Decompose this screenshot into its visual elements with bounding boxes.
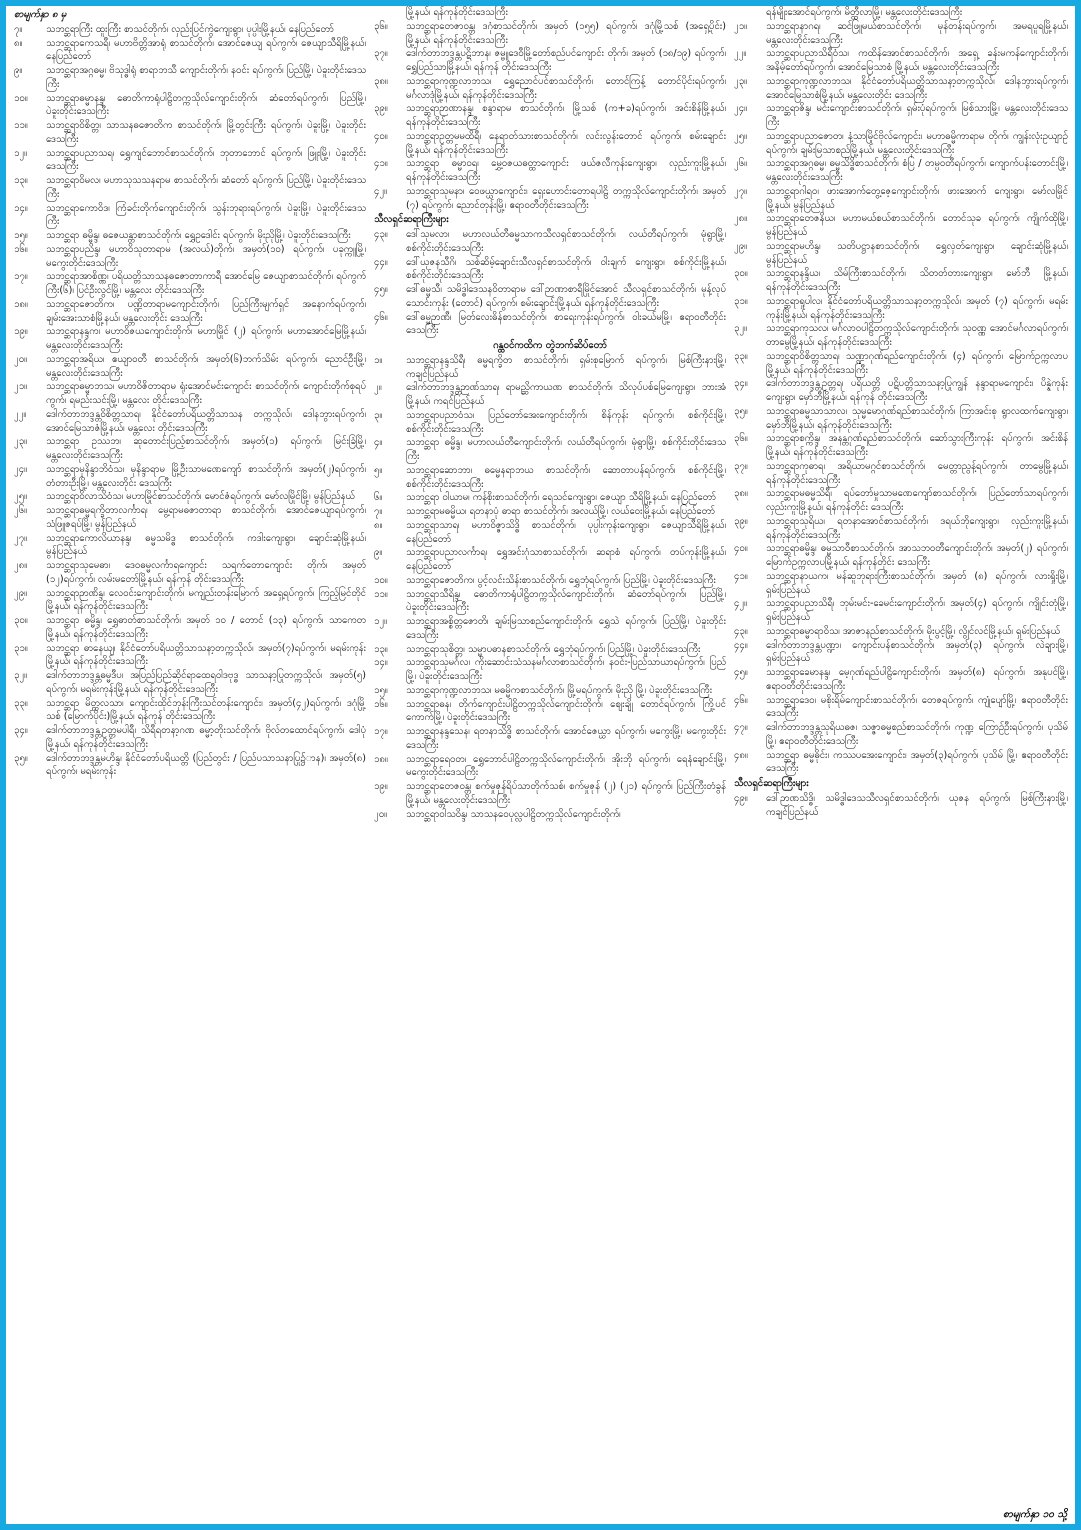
entry-text: သဘင္ဆရာအစ္စိတ္တဇောတိ၊ ချမ်းမြသာစည်ကျောင်းတိုက်၊ ရွှေသဲ ရပ်ကွက်၊ ပြည်မြို့၊ ပဲခူးတိုင်းဒေသကြီး <box>406 616 726 641</box>
entry-text: သဘင္ဆရာသုရိယ၊ ရတနာအောင်စာသင်တိုက်၊ ဒရယ်ဘိုကျေးရွာ၊ လှည်းကူးမြို့နယ်၊ ရန်ကုန်တိုင်းဒေသကြီး <box>766 515 1068 541</box>
entry-number: ၃၅။ <box>734 405 748 417</box>
entry-text: သဘင္ဆရာအဂ္ဂဓမ္မ၊ ဓမ္မသိဒ္ဓိစာသင်တိုက်၊ စံပြ / တမ္ပဝတီရပ်ကွက်၊ ကျောက်ပန်းတောင်းမြို့၊ မန္တလေးတိုင်းဒေသကြီး <box>766 158 1068 183</box>
list-item <box>374 491 726 505</box>
list-item <box>14 463 366 491</box>
list-item <box>734 460 1068 488</box>
entry-text: သဘင္ဆရာသုမင်္ဂလ၊ ကိုးဆောင်းသံသနမင်္ဂလာစာသင်တိုက်၊ နဝင်း-ပြည်သာယာရပ်ကွက်၊ ပြည်မြို့၊ ပဲခူးတိုင်းဒေသကြီး <box>406 657 726 682</box>
entry-text: သဘင္ဆရာအာစိဏ္ဏ၊ ပရိယတ္တိသာသနဓဇောတာကာရီ အောင်မြေ ဇေယျာစာသင်တိုက်၊ ရပ်ကွက်ကြီး(၆)၊ ပြင်ဦးလွင်မြို့၊ မန္တလေး တိုင်းဒေသကြီး <box>46 271 366 296</box>
entry-text: ဒေါက်တာဘဒ္ဒန္တဥတ္တမပါရီ၊ သိရီရတနာ့ဂဏ ဓမ္မာ့တိုးသင်တိုက်၊ ဗိုလ်တထောင်ရပ်ကွက်၊ ဒေါပုံမြို့နယ်၊ ရန်ကုန်တိုင်းဒေသကြီး <box>46 725 366 750</box>
entry-number: ၂၉။ <box>734 240 748 252</box>
entry-text: သဘင္ဆရာဉာဏာနန္ဒ၊ စန္ဒာရာမ စာသင်တိုက်၊ မြို့သစ် (က+ခ)ရပ်ကွက်၊ အင်းစိန်မြို့နယ်၊ ရန်ကုန်တိုင်းဒေသကြီး <box>406 103 726 128</box>
list-item <box>374 725 726 753</box>
page-continued-to: စာမျက်နှာ ၁၀ သို့ <box>1003 1509 1067 1520</box>
entry-number: ၃။ <box>374 409 383 421</box>
entry-text: သဘင္ဆရာကြီး ထူးကြီး စာသင်တိုက်၊ လှည်းပြင်ကွဲကျေးရွာ၊ ပုပ္ပါးမြို့နယ်၊ နေပြည်တော် <box>46 23 334 35</box>
list-item <box>374 574 726 588</box>
list-item <box>14 270 366 298</box>
entry-number: ၃၁။ <box>14 642 28 654</box>
list-item <box>14 504 366 532</box>
section-heading: သီလရှင်ဆရာကြီးများ <box>734 778 809 789</box>
entry-text: ဒေါက်တာဘဒ္ဒန္တဥတ္တရ၊ ပရိယတ္တိ ပဋိပတ္တိသာသနာ့ပြုကျွန် နန္ဒာရာမကျောင်း၊ ပိန္နဲကုန်းကျေးရွာ၊ မှော်ဘီမြို့နယ်၊ ရန်ကုန် တိုင်းဒေသကြီး <box>766 378 1068 403</box>
entry-text: သဘင္ဆရာမဓမ္မိယ၊ ရတနာပုံ ဓာရာ စာသင်တိုက်၊ အလယ်မြို့၊ လယ်ဝေးမြို့နယ်၊ နေပြည်တော် <box>406 506 715 517</box>
list-item <box>374 753 726 781</box>
list-item <box>734 377 1068 405</box>
list-item <box>14 37 366 65</box>
list-item <box>734 625 1068 639</box>
entry-number: ၂၃။ <box>14 436 28 448</box>
entry-number: ၁၁။ <box>14 120 28 131</box>
entry-text: သဘင္ဆရာဝိလာသိဝံသ၊ မဟာမြိုင်စာသင်တိုက်၊ မောင်ဇံရပ်ကွက်၊ မော်လမြိုင်မြို့၊ မွန်ပြည်နယ် <box>46 491 355 503</box>
list-item <box>374 409 726 437</box>
entry-text: ဒေါ်ဉာဏသိဒ္ဓိ၊ သမိဒ္ဓါဒေသသီလရှင်စာသင်တိုက်၊ ယုဇန ရပ်ကွက်၊ မြစ်ကြီးနားမြို့၊ ကချင်ပြည်နယ် <box>766 792 1068 818</box>
entry-text: ဒေါက်တာဘဒ္ဒန္တဉာဏ်သာရ၊ ရာမည္ဆိကာယဏ စာသင်တိုက်၊ သိလုပ်ပစ်မြေကျေးရွာ၊ ဘားအံမြို့နယ်၊ ကရင်ပြည်နယ် <box>406 382 726 407</box>
newspaper-page <box>6 6 1075 1524</box>
entry-number: ၂၉။ <box>14 587 28 599</box>
list-item <box>734 570 1068 598</box>
entry-text: သဘင္ဆရာအဂ္ဂဓမ္မ၊ ဗိသုဒ္ဓါရုံ စာရာဘသီ ကျောင်းတိုက်၊ နဝင်း ရပ်ကွက်၊ ပြည်မြို့၊ ပဲခူးတိုင်းဒေသကြီး <box>46 65 366 90</box>
entry-number: ၃၅။ <box>14 752 28 764</box>
list-item <box>14 752 366 780</box>
entry-number: ၄၃။ <box>734 625 748 637</box>
list-item <box>374 546 726 574</box>
entry-text: ဒေါ်ယုဇနသီဂိ၊ သစ်ဆိမ့်ချောင်းသီလရှင်စာသင်တိုက်၊ ဝါးချက် ကျေးရွာ၊ စစ်ကိုင်းမြို့နယ်၊ စစ်ကိုင်းတိုင်းဒေသကြီး <box>406 256 726 282</box>
entry-number: ၃၆။ <box>374 20 388 32</box>
entry-text: သဘင္ဆရာနန္ဒိယ၊ သိမ်ကြီးစာသင်တိုက်၊ သိတတ်တားကျေးရွာ၊ မော်ဘီ မြို့နယ်၊ ရန်ကုန်တိုင်းဒေသကြီး <box>766 268 1068 293</box>
list-item <box>734 20 1068 48</box>
list-item <box>734 721 1068 749</box>
entry-number: ၃၄။ <box>734 378 748 390</box>
list-item <box>14 532 366 560</box>
entry-text: သဘင္ဆရာဓမ္မရက္ခိတာလင်္ကာရ၊ မွေ့ရာမဓဇာတာရာ စာသင်တိုက်၊ အောင်ဇေယျာရပ်ကွက်၊ သံဖြူဇရပ်မြို့၊ မွန်ပြည်နယ် <box>46 505 366 530</box>
entry-text: သဘင္ဆရာရှုပါလ၊ နိုင်ငံတော်ပရိယတ္တိသာသနာ့တက္ကသိုလ်၊ အမှတ် (၇) ရပ်ကွက်၊ မရမ်းကုန်းမြို့နယ်၊ ရန်ကုန်တိုင်းဒေသကြီး <box>766 295 1068 321</box>
entry-number: ၂၂။ <box>734 48 747 60</box>
entry-number: ၂၄။ <box>14 463 28 475</box>
entry-continuation: မြို့နယ်၊ ရန်ကုန်တိုင်းဒေသကြီး <box>406 7 508 18</box>
entry-text: သဘင္ဆရာနာဂရ၊ ဆင်ဖြူမယ်စာသင်တိုက်၊ မုန်တန်းရပ်ကွက်၊ အမရပူရမြို့နယ်၊ မန္တလေးတိုင်းဒေသကြီး <box>766 20 1068 46</box>
list-item <box>734 295 1068 323</box>
list-item <box>374 283 726 311</box>
entry-number: ၈။ <box>374 519 383 531</box>
entry-text: သဘင္ဆရာမဓမ္မသိရီ၊ ရပ်တော်မှုသာမဏေကျော်စာသင်တိုက်၊ ပြည်တော်သာရပ်ကွက်၊ လှည်းကူးမြို့နယ်၊ ရန်ကုန်တိုင်း ဒေသကြီး <box>766 488 1068 513</box>
list-item <box>734 792 1068 820</box>
column-2 <box>374 6 726 1524</box>
entry-text: သဘင္ဆရာ ဓမ္မိန္ဒ၊ မဟာလယ်တီကျောင်းတိုက်၊ လယ်တီရပ်ကွက်၊ မုံရွာမြို့၊ စစ်ကိုင်းတိုင်းဒေသကြီး <box>406 437 726 462</box>
entry-number: ၂၂။ <box>14 408 27 420</box>
entry-number: ၂၆။ <box>14 505 28 516</box>
list-item <box>734 102 1068 130</box>
entry-number: ၁၁။ <box>374 588 388 600</box>
entry-text: သဘင္ဆရာဝိစိတ္တသာရ၊ သဏ္ဍာဂုဏ်ရည်ကျောင်းတိုက်၊ (၄) ရပ်ကွက်၊ မြောက်ဥက္ကလာပမြို့နယ်၊ ရန်ကုန်တိုင်းဒေသကြီး <box>766 350 1068 376</box>
list-item <box>734 432 1068 460</box>
list-item <box>734 666 1068 694</box>
entry-number: ၃၃။ <box>734 350 748 362</box>
list-item <box>374 656 726 684</box>
list-item <box>734 47 1068 75</box>
entry-text: သဘင္ဆရာ ဓမ္မိန္ဒ၊ ရွှေဓာတ်စာသင်တိုက်၊ အမှတ် ၁၀ / တောင် (၁၃) ရပ်ကွက်၊ သာကေတမြို့နယ်၊ ရန်ကုန်တိုင်းဒေသကြီး <box>46 615 366 640</box>
entry-text: သဘင္ဆရာတေဇဝန္တ၊ စက်မှုဇုန်ရိပ်သာတိုက်သစ်၊ စက်မှုဇုန် (၂) (၂၁) ရပ်ကွက်၊ ပြည်ကြီးတံခွန်မြို့နယ်၊ မန္တလေးတိုင်းဒေသကြီး <box>406 781 726 806</box>
list-item <box>374 519 726 547</box>
list-item <box>734 75 1068 103</box>
entry-number: ၅။ <box>374 464 383 476</box>
list-item <box>374 102 726 130</box>
list-item <box>734 542 1068 570</box>
entry-number: ၂၃။ <box>734 75 748 87</box>
entry-number: ၂၅။ <box>14 491 28 503</box>
column-3 <box>734 6 1068 1524</box>
entry-number: ၃၇။ <box>734 460 748 472</box>
entry-text: သဘင္ဆရာဝိစိတ္တ၊ သာသနဓဇောတိက စာသင်တိုက်၊ မြို့တွင်းကြီး ရပ်ကွက်၊ ပဲခူးမြို့၊ ပဲခူးတိုင်းဒေသကြီး <box>46 120 366 145</box>
list-item <box>14 23 366 37</box>
list-item <box>374 130 726 158</box>
list-item <box>14 697 366 725</box>
entry-number: ၁၉။ <box>374 781 388 792</box>
list-item <box>14 408 366 436</box>
entry-number: ၂၈။ <box>14 560 28 571</box>
entry-text: သဘင္ဆရာရေဝတ၊ ရွှေဘောင်ပါဠိတက္ကသိုလ်ကျောင်းတိုက်၊ အိုးဘို ရပ်ကွက်၊ ရေနံချောင်းမြို့၊ မကွေးတိုင်းဒေသကြီး <box>406 753 726 779</box>
entry-number: ၁၆။ <box>14 243 28 255</box>
entry-number: ၁၀။ <box>14 92 28 104</box>
entry-number: ၄၀။ <box>734 543 748 555</box>
entry-number: ၁၇။ <box>14 271 28 283</box>
list-item <box>14 298 366 326</box>
entry-number: ၄၅။ <box>734 667 748 678</box>
entry-number: ၄၀။ <box>374 130 388 142</box>
list-item <box>374 505 726 519</box>
entry-number: ၁။ <box>374 354 383 366</box>
entry-number: ၃၀။ <box>734 268 748 280</box>
entry-number: ၂၁။ <box>14 381 28 393</box>
entry-text: သဘင္ဆရာပညာသိရီ၊ ဘုမ်းမင်း-ခေမင်းကျောင်းတိုက်၊ အမှတ်(၄) ရပ်ကွက်၊ ကျိုင်းတုံမြို့၊ ရှမ်းပြည်နယ် <box>766 598 1068 623</box>
list-item <box>734 157 1068 185</box>
entry-number: ၃၉။ <box>374 103 388 115</box>
list-item <box>14 243 366 271</box>
entry-text: သဘင္ဆရာပညာသိရီဝံသ၊ ကထိန်အောင်စာသင်တိုက်၊ အရှေ့ ခန်းမကန်ကျောင်းတိုက်၊ အနိမ့်တော်ရပ်ကွက်၊ အောင်မြေသာစံ မြို့နယ်၊ မန္တလေးတိုင်းဒေသကြီး <box>766 48 1068 73</box>
list-item <box>14 229 366 243</box>
list-item <box>734 515 1068 543</box>
entry-number: ၆။ <box>374 492 383 504</box>
entry-number: ၁၃။ <box>14 175 28 186</box>
list-item <box>734 240 1068 268</box>
entry-text: သဘင္ဆရာနန္ဒသေန၊ ရတနာသိဒ္ဓိ စာသင်တိုက်၊ အောင်ဇေယ္ယာ ရပ်ကွက်၊ မကွေးမြို့၊ မကွေးတိုင်းဒေသကြီး <box>406 726 726 751</box>
entry-text: သဘင္ဆရာ မိတ္ထလသာ၊ ကျောင်းထိုင်ဘုန်းကြီးသင်တန်းကျောင်း၊ အမှတ်(၄၂)ရပ်ကွက်၊ ဒဂုံမြို့သစ် (မြောက်ပိုင်း)မြို့နယ်၊ ရန်ကုန် တိုင်းဒေသကြီး <box>46 697 366 723</box>
entry-number: ၂၁။ <box>734 20 748 32</box>
entry-text: သဘင္ဆရာဓမ္မသာသာလ၊ သုမ္မမောဂုဏ်ရည်စာသင်တိုက်၊ ကြာအင်းစု ရွာလထက်ကျေးရွာ၊ မှော်ဘီမြို့နယ်၊ ရန်ကုန်တိုင်းဒေသကြီး <box>766 405 1068 431</box>
list-item <box>734 694 1068 722</box>
entry-text: သဘင္ဆရာဥတ္တမမထိရီ၊ နေရာတ်သားစာသင်တိုက်၊ လင်းလွန်းတောင် ရပ်ကွက်၊ စမ်းချောင်းမြို့နယ်၊ ရန်ကုန်တိုင်းဒေသကြီး <box>406 130 726 156</box>
entry-text: သဘင္ဆရာ ဓမ္မာဝရ၊ မွှေ့ဝဇယဓတ္ထာကျောင်း ဖယ်ဇလီကုန်းကျေးရွာ၊ လှည်းကူးမြို့နယ်၊ ရန်ကုန်တိုင်းဒေသကြီး <box>406 158 726 183</box>
entry-number: ၂၅။ <box>734 130 748 142</box>
entry-number: ၉။ <box>374 547 383 559</box>
entry-text: သဘင္ဆရာ ဓာနေယျ၊ နိုင်ငံတော်ပရိယတ္တိသာသနာ့တက္ကသိုလ်၊ အမှတ်(၇)ရပ်ကွက်၊ မရမ်းကုန်းမြို့နယ်၊ ရန်ကုန်တိုင်းဒေသကြီး <box>46 642 366 668</box>
entry-number: ၂၇။ <box>14 532 28 544</box>
entry-text: သဘင္ဆရာဓမ္မာနန္ဒ၊ ဓောတိကာရုံပါဠိတက္ကသိုလ်ကျောင်းတိုက်၊ ဆံတော်ရပ်ကွက်၊ ပြည်မြို့၊ ပဲခူးတိုင်းဒေသကြီး <box>46 92 366 118</box>
list-item <box>374 256 726 284</box>
entry-number: ၂။ <box>374 382 382 394</box>
list-item <box>14 174 366 202</box>
entry-number: ၁၄။ <box>374 657 388 669</box>
list-item <box>14 92 366 120</box>
entry-text: သဘင္ဆရာကောလိယာနန္ဒ၊ ဓမ္မသမိဒ္ဓ စာသင်တိုက်၊ ကဒါးကျေးရွာ၊ ချောင်းဆုံမြို့နယ်၊ မွန်ပြည်နယ် <box>46 532 366 558</box>
entry-text: သဘင္ဆရာကုဏ္ဍလာဘသ၊ နိုင်ငံတော်ပရိယတ္တိသာသနာ့တက္ကသိုလ်၊ ဒေါနဘွားရပ်ကွက်၊ အောင်မြေသာစံမြို့နယ်၊ မန္တလေးတိုင်း ဒေသကြီး <box>766 75 1068 101</box>
entry-number: ၂၀။ <box>14 353 28 365</box>
entry-text: ဒေါက်တာဘဒ္ဒန္တပဋိဘာန၊ ဇမ္ဗူဒေဝီမြို့တော်စည်ပင်ကျောင်း တိုက်၊ အမှတ် (၁၈/၁၉) ရပ်ကွက်၊ ရွှေပြည်သာမြို့နယ်၊ ရန်ကုန် တိုင်းဒေသကြီး <box>406 48 726 73</box>
list-item <box>734 130 1068 158</box>
entry-text: သဘင္ဆရာကုဓာရ၊ အရိယာမဂ္ဂင်စာသင်တိုက်၊ မေတ္တာညွန့်ရပ်ကွက်၊ တာမွေမြို့နယ်၊ ရန်ကုန်တိုင်းဒေသကြီး <box>766 460 1068 486</box>
list-item <box>734 322 1068 350</box>
entry-number: ၁၉။ <box>14 326 28 338</box>
list-item <box>14 642 366 670</box>
entry-number: ၁၃။ <box>374 643 388 655</box>
list-item <box>374 47 726 75</box>
list-item <box>374 698 726 726</box>
entry-text: သဘင္ဆရာအရိယ၊ ဧယျာဝတီ စာသင်တိုက်၊ အမှတ်(၆)ဘက်သိမ်း ရပ်ကွက်၊ ညောင်ဦးမြို့၊ မန္တလေးတိုင်းဒေသကြီး <box>46 353 366 379</box>
entry-number: ၄၂။ <box>734 598 748 610</box>
list-item <box>374 185 726 213</box>
entry-text: သဘင္ဆရာဇောတိက၊ ပွင့်လင်းသိန်းစာသင်တိုက်၊ ရွှေဘုံရပ်ကွက်၊ ပြည်မြို့၊ ပဲခူးတိုင်းဒေသကြီး <box>406 574 716 586</box>
list-item <box>374 464 726 492</box>
entry-text: သဘင္ဆရာနာယက၊ မန်ဆူဘုရားကြီးစာသင်တိုက်၊ အမှတ် (၈) ရပ်ကွက်၊ လားရှိုးမြို့၊ ရှမ်းပြည်နယ် <box>766 570 1068 596</box>
list-item <box>374 588 726 616</box>
entry-text: သဘင္ဆရာဝါသဝိန္ဒ၊ သာသနဝေပုလ္လပါဠိတက္ကသိုလ်ကျောင်းတိုက်၊ <box>406 808 621 820</box>
entry-text: သဘင္ဆရာခေမာနန္ဒ၊ မေ့ဂုဏ်ရည်ပါဠိကျောင်းတိုက်၊ အမှတ်(၈) ရပ်ကွက်၊ အနုပင်မြို့၊ ဧရာဝတီတိုင်းဒေသကြီး <box>766 667 1068 692</box>
entry-text: သဘင္ဆရာဝိမလ၊ မဟာသုသသနရာမ စာသင်တိုက်၊ ဆံတော် ရပ်ကွက်၊ ပြည်မြို့၊ ပဲခူးတိုင်းဒေသကြီး <box>46 175 366 200</box>
entry-number: ၂၈။ <box>734 213 748 225</box>
entry-number: ၃၈။ <box>374 75 388 87</box>
entry-number: ၃၁။ <box>734 295 748 307</box>
entry-text: သဘင္ဆရာ ဓမ္မဓိုင်း၊ ကဿပအေးကျောင်း၊ အမှတ်(၃)ရပ်ကွက်၊ ပုသိမ် မြို့၊ ဧရာဝတီတိုင်းဒေသကြီး <box>766 749 1068 775</box>
entry-number: ၁၇။ <box>374 726 388 737</box>
entry-number: ၇။ <box>374 506 383 517</box>
entry-text: သဘင္ဆရာပညိန္ဒ၊ မဟာဝိသုတာရာမ (အလယ်)တိုက်၊ အမှတ်(၁၀) ရပ်ကွက်၊ ပခုက္ကူမြို့၊ မကွေးတိုင်းဒေသကြီး <box>46 243 366 269</box>
entry-text: သဘင္ဆရာနန္ဒက၊ မဟာဝိဇယကျောင်းတိုက်၊ မဟာမြိုင် (၂) ရပ်ကွက်၊ မဟာအောင်မြေမြို့နယ်၊ မန္တလေးတိုင်းဒေသကြီး <box>46 326 366 351</box>
entry-text: သဘင္ဆရာကေသရီ၊ မဟာဗိတ္တိအာရုံ စာသင်တိုက်၊ အောင်ဇေယျ ရပ်ကွက်၊ ဇေယျာသီရိမြို့နယ်၊ နေပြည်တော် <box>46 37 366 63</box>
entry-number: ၁၂။ <box>14 147 28 159</box>
entry-text: သဘင္ဆရာတေဇနိယ၊ မဟာမယ်စယ်စာသင်တိုက်၊ တောင်သုခ ရပ်ကွက်၊ ကျိုက်ထိုမြို့၊ မွန်ပြည်နယ် <box>766 213 1068 238</box>
entry-text: သဘင္ဆရာဓမ္မာဘသ၊ မဟာဝိဇိတာရာမ ရုံးအောင်မင်းကျောင်း စာသင်တိုက်၊ ကျောင်းတိုက်စုရပ်ကွက်၊ ရမည်းသင်းမြို့၊ မန္တလေး တိုင်းဒေသကြီး <box>46 381 366 406</box>
entry-number: ၄၉။ <box>734 792 748 804</box>
entry-text: သဘင္ဆရာဆောဘာ၊ ဓမ္မေနရာဘယ စာသင်တိုက်၊ ဆောတာပန်ရပ်ကွက်၊ စစ်ကိုင်းမြို့၊ စစ်ကိုင်းတိုင်းဒေသကြီး <box>406 464 726 490</box>
entry-text: သဘင္ဆရာသုစိတ္တ၊ သမ္မာပဓာနစာသင်တိုက်၊ ရွှေဘုံရပ်ကွက်၊ ပြည်မြို့၊ ပဲခူးတိုင်းဒေသကြီး <box>406 643 701 655</box>
entry-number: ၉။ <box>14 65 23 76</box>
entry-text: ဒေါက်တာဘဒ္ဒန္တဝိစိတ္တသာရ၊ နိုင်ငံတော်ပရိယတ္တိသာသန တက္ကသိုလ်၊ ဒေါနဘွားရပ်ကွက်၊ အောင်မြေသာဇံမြို့နယ်၊ မန္တလေး တိုင်းဒေသကြီး <box>46 408 366 434</box>
entry-number: ၄၄။ <box>734 639 748 651</box>
entry-number: ၃၂။ <box>734 323 748 335</box>
list-item <box>14 490 366 504</box>
entry-text: ဒေါက်တာဘဒ္ဒန္တပဏ္ဍာ၊ ကျောင်းပန်စာသင်တိုက်၊ အမှတ်(၃) ရပ်ကွက်၊ လဲချားမြို့၊ ရှမ်းပြည်နယ် <box>766 639 1068 665</box>
entry-text: သဘင္ဆရာ ဥဿဘ၊ ဆုတောင်းပြည့်စာသင်တိုက်၊ အမှတ်(၁) ရပ်ကွက်၊ မြင်းခြံမြို့၊ မန္တလေးတိုင်းဒေသကြီး <box>46 436 366 461</box>
list-item <box>14 64 366 92</box>
entry-text: သဘင္ဆရာစက္ကိန္ဒ၊ အနန္တဂုဏ်ရည်စာသင်တိုက်၊ ဆော်သွားကြီးကုန်း ရပ်ကွက်၊ အင်းစိန်မြို့နယ်၊ ရန်ကုန်တိုင်းဒေသကြီး <box>766 433 1068 458</box>
entry-text: သဘင္ဆရာသာရ၊ မဟာဝိဇ္ဇာသိဒ္ဓိ စာသင်တိုက်၊ ပုပ္ပါးကုန်းကျေးရွာ၊ ဇေယျာသီရိမြို့နယ်၊ နေပြည်တော် <box>406 519 726 545</box>
entry-number: ၁၂။ <box>374 616 388 627</box>
entry-number: ၂၆။ <box>734 158 748 170</box>
entry-number: ၈။ <box>14 37 23 49</box>
entry-number: ၁၄။ <box>14 202 28 214</box>
entry-text: သဘင္ဆရာကုဏ္ဍလာဘသ၊ မဓမ္မိကစာသင်တိုက်၊ မြို့မရပ်ကွက်၊ မိုးညို မြို့၊ ပဲခူးတိုင်းဒေသကြီး <box>406 684 713 696</box>
entry-number: ၄၁။ <box>374 158 388 170</box>
entry-number: ၄၆။ <box>734 694 748 706</box>
list-item <box>734 639 1068 667</box>
list-item <box>14 559 366 587</box>
entry-number: ၃၇။ <box>374 48 388 60</box>
list-item <box>14 325 366 353</box>
list-item <box>374 228 726 256</box>
list-item <box>374 808 726 822</box>
entry-text: သဘင္ဆရာကုဏ္ဍလာဘသ၊ ရွှေညောင်ပင်စာသင်တိုက်၊ တောင်ကြန့် တောင်ပိုင်းရပ်ကွက်၊ မင်္ဂလာဒုံမြို့နယ်၊ ရန်ကုန်တိုင်းဒေသကြီး <box>406 75 726 101</box>
page-continued-from: စာမျက်နှာ ၈ မှ <box>14 9 67 20</box>
list-item <box>374 311 726 339</box>
list-item <box>374 354 726 382</box>
entry-number: ၂၀။ <box>374 808 388 820</box>
entry-text: သဘင္ဆရာသီရိန္ဒ၊ ဓောတိကာရုံပါဠိတက္ကသိုလ်ကျောင်းတိုက်၊ ဆံတော်ရပ်ကွက်၊ ပြည်မြို့၊ ပဲခူးတိုင်းဒေသကြီး <box>406 588 726 614</box>
entry-text: သဘင္ဆရာဂါရဝ၊ ဖားအောက်တွေ့ဇေ့ကျောင်းတိုက်၊ ဖားအောက် ကျေးရွာ၊ မော်လမြိုင်မြို့နယ်၊ မွန်ပြည်နယ် <box>766 185 1068 211</box>
entry-number: ၄၅။ <box>374 284 388 295</box>
list-item <box>14 147 366 175</box>
list-item <box>734 597 1068 625</box>
list-item <box>374 20 726 48</box>
entry-continuation: ရန်မျိုးအောင်ရပ်ကွက်၊ မိတ္ထီလာမြို့၊ မန္တလေးတိုင်းဒေသကြီး <box>766 7 963 18</box>
entry-number: ၃၈။ <box>734 488 748 500</box>
entry-number: ၃၀။ <box>14 615 28 626</box>
list-item <box>374 75 726 103</box>
entry-text: သဘင္ဆရာဓန၊ တိုက်ကျောင်းပါဠိတက္ကသိုလ်ကျောင်းတိုက်၊ ဈေးချို တောင်ရပ်ကွက်၊ ကြို့ပင်ကောက်မြို့၊ ပဲခူးတိုင်းဒေသကြီး <box>406 698 726 724</box>
entry-text: သဘင္ဆရာမဟိန္ဒ၊ သတိပဋ္ဌာနစာသင်တိုက်၊ ရွှေလှတ်ကျေးရွာ၊ ချောင်းဆုံမြို့နယ်၊ မွန်ပြည်နယ် <box>766 240 1068 266</box>
entry-number: ၃၆။ <box>734 433 748 445</box>
entry-text: ဒေါက်တာဘဒ္ဒန္တဓမ္မဒီပ၊ အပြည်ပြည်ဆိုင်ရာထေရဝါဒဗုဒ္ဓ သာသနာ့ပြုတက္ကသိုလ်၊ အမှတ်(၅) ရပ်ကွက်၊ မရမ်းကုန်းမြို့နယ်၊ ရန်ကုန်တိုင်းဒေသကြီး <box>46 670 366 695</box>
entry-number: ၁၀။ <box>374 574 388 586</box>
entry-text: ဒေါ်သုမလာ၊ မဟာလယ်တီဓမ္မသာကသီလရှင်စာသင်တိုက်၊ လယ်တီရပ်ကွက်၊ မုံရွာမြို့၊ စစ်ကိုင်းတိုင်းဒေသကြီး <box>406 229 726 254</box>
entry-text: ဒေါက်တာဘဒ္ဒန္တသုရိယဓဇ၊ သဇ္ဇာဓမ္မစည်စာသင်တိုက်၊ ကုဏ္ဍ ကြောဉ်ဦးရပ်ကွက်၊ ပုသိမ်မြို့၊ ဧရာဝတီတိုင်းဒေသကြီး <box>766 722 1068 747</box>
list-item <box>734 405 1068 433</box>
entry-text: သဘင္ဆရာဓမ္မာရာဝိသ၊ အာဇာနည်စာသင်တိုက်၊ မိုးပွင့်မြို့၊ လွိုင်လင်မြို့နယ်၊ ရှမ်းပြည်နယ် <box>766 625 1061 637</box>
list-item <box>374 780 726 808</box>
list-item <box>374 381 726 409</box>
entry-number: ၃၄။ <box>14 725 28 736</box>
entry-text: သဘင္ဆရာ ဝါယာမ၊ ကန်စိုးစာသင်တိုက်၊ ရေသင်ကျေးရွာ၊ ဇေယျာ သီရိမြို့နယ်၊ နေပြည်တော် <box>406 492 716 504</box>
entry-text: သဘင္ဆရာသုမနာ၊ ဝေဖယ္ယာကျောင်း၊ ရှေးဟောင်းတောရပါဠိ တက္ကသိုလ်ကျောင်းတိုက်၊ အမှတ် (၇) ရပ်ကွက်၊ ညောင်တုန်းမြို့၊ ဧရာဝတီတိုင်းဒေသကြီး <box>406 185 726 211</box>
entry-number: ၄၃။ <box>374 229 388 240</box>
column-1 <box>14 6 366 1524</box>
section-title: ဂန္ထဝင်ကထိက တွဲဘက်ဆိပ်တော် <box>493 340 607 351</box>
entry-text: သဘင္ဆရာဓမ္မိန္ဒ၊ ဓမ္မသာဝီစာသင်တိုက်၊ အာသဘဝတီကျောင်းတိုက်၊ အမှတ်(၂) ရပ်ကွက်၊ မြောက်ဥက္ကလာပမြို့နယ်၊ ရန်ကုန်တိုင်း ဒေသကြီး <box>766 543 1068 568</box>
list-item <box>14 119 366 147</box>
section-heading: သီလရှင်ဆရာကြီးများ <box>374 214 449 226</box>
entry-number: ၃၂။ <box>14 670 28 681</box>
entry-number: ၄၄။ <box>374 256 388 268</box>
entry-number: ၁၅။ <box>14 230 28 241</box>
entry-number: ၃၃။ <box>14 697 28 709</box>
entry-text: သဘင္ဆရာ ဓမ္မိန္ဒ၊ ဓဇေယန္တာစာသင်တိုက်၊ ရွှေဥဒေါင်း ရပ်ကွက်၊ မိုးညိုမြို့၊ ပဲခူးတိုင်းဒေသကြီး <box>46 230 351 241</box>
list-item <box>734 749 1068 777</box>
entry-number: ၄၁။ <box>734 570 748 582</box>
list-item <box>374 436 726 464</box>
entry-number: ၁၅။ <box>374 684 388 696</box>
entry-number: ၁၈။ <box>14 298 28 310</box>
entry-text: သဘင္ဆရာပညာဇောတ၊ နံ့သာမြိုင်ဗိုလ်ကျောင်း၊ မဟာဓမ္မိကာရာမ တိုက်၊ ကျွန်းလုံးဥယျာဉ်ရပ်ကွက်၊ ချမ်းမြသာစည်မြို့နယ်၊ မန္တလေးတိုင်းဒေသကြီး <box>766 130 1068 156</box>
list-item <box>14 724 366 752</box>
list-item <box>14 614 366 642</box>
list-item <box>374 615 726 643</box>
list-item <box>14 435 366 463</box>
list-item <box>734 267 1068 295</box>
list-item <box>14 202 366 230</box>
list-item <box>374 157 726 185</box>
list-item <box>734 350 1068 378</box>
entry-text: သဘင္ဆရာပညာလင်္ကာရ၊ ရွှေအင်းဂုံသာစာသင်တိုက်၊ ဆရာစံ ရပ်ကွက်၊ တပ်ကုန်းမြို့နယ်၊ နေပြည်တော် <box>406 547 726 572</box>
entry-text: သဘင္ဆရာသုမေဓာ၊ ဒေဝဓမ္မလင်္ကာရကျောင်း သရက်တောကျောင်း တိုက်၊ အမှတ် (၁၂)ရပ်ကွက်၊ လမ်းမတော်မြို့နယ်၊ ရန်ကုန် တိုင်းဒေသကြီး <box>46 560 366 585</box>
entry-text: သဘင္ဆရာတေဇာဝန္တ၊ ဒဂုံစာသင်တိုက်၊ အမှတ် (၁၅၅) ရပ်ကွက်၊ ဒဂုံမြို့သစ် (အရှေ့ပိုင်း) မြို့နယ်၊ ရန်ကုန်တိုင်းဒေသကြီး <box>406 20 726 46</box>
list-item <box>14 587 366 615</box>
entry-number: ၄၈။ <box>734 749 748 761</box>
entry-text: သဘင္ဆရာဇောတိက၊ ပဏ္ဍိတာရာမကျောင်းတိုက်၊ ပြည်ကြီးမျက်ရှင် အနောက်ရပ်ကွက်၊ ချမ်းအေးသာစံမြို့နယ်၊ မန္တလေးတိုင်း ဒေသကြီး <box>46 298 366 324</box>
entry-text: သဘင္ဆရာနန္ဒသိရီ၊ ဓမ္မရက္ခိတ စာသင်တိုက်၊ ရှမ်းစုမြောက် ရပ်ကွက်၊ မြစ်ကြီးနားမြို့၊ ကချင်ပြည်နယ် <box>406 354 726 380</box>
entry-number: ၁၆။ <box>374 698 388 710</box>
entry-text: သဘင္ဆရာကုသလ၊ မင်္ဂလာဝပါဠိတက္ကသိုလ်ကျောင်းတိုက်၊ သုဝဏ္ဏ အောင်မင်္ဂလာရပ်ကွက်၊ တာမွေမြို့နယ်၊ ရန်ကုန်တိုင်းဒေသကြီး <box>766 323 1068 348</box>
list-item <box>14 380 366 408</box>
entry-number: ၇။ <box>14 23 23 35</box>
entry-text: သဘင္ဆရာဉာဏိန္ဒ၊ လေဝင်းကျောင်းတိုက်၊ မကျည်းတန်းမြောက် အရှေ့ရပ်ကွက်၊ ကြည့်မြင်တိုင်မြို့နယ်၊ ရန်ကုန်တိုင်းဒေသကြီး <box>46 587 366 613</box>
list-item <box>14 353 366 381</box>
entry-text: ဒေါ်ဓမ္မဉာဏီ၊ မြတ်လေးဓိန်စာသင်တိုက်၊ စာရေးကုန်းရပ်ကွက်၊ ဝါးခယ်မမြို့၊ ဧရာဝတီတိုင်းဒေသကြီး <box>406 311 726 337</box>
entry-text: ဒေါ်ဓမ္မသီ၊ သမိဒ္ဓါဒေသနဝိတာရာမ ဒေါ်ဉာဏာစာရီမြိုင်အောင် သီလရှင်စာသင်တိုက်၊ မုန့်လုပ်သောင်းကုန်း (တောင်) ရပ်ကွက်၊ စမ်းချောင်းမြို့နယ်၊ ရန်ကုန်တိုင်းဒေသကြီး <box>406 284 726 309</box>
entry-text: သဘင္ဆရာကောဝိဒ၊ ကြံခင်းတိုက်ကျောင်းတိုက်၊ သွန်းဘုရားရပ်ကွက်၊ ပဲခူးမြို့၊ ပဲခူးတိုင်းဒေသကြီး <box>46 202 366 228</box>
entry-text: သဘင္ဆရာဒေဝ၊ မစိုးရိမ်ကျောင်းစာသင်တိုက်၊ တေဇရပ်ကွက်၊ ကျုံပျော်မြို့၊ ဧရာဝတီတိုင်းဒေသကြီး <box>766 694 1068 720</box>
entry-text: သဘင္ဆရာဇိန္ဒ၊ မင်းကျောင်းစာသင်တိုက်၊ ရှမ်းပုံရပ်ကွက်၊ မြစ်သားမြို့၊ မန္တလေးတိုင်းဒေသကြီး <box>766 103 1068 128</box>
entry-number: ၄၂။ <box>374 185 388 197</box>
list-item <box>734 487 1068 515</box>
entry-number: ၁၈။ <box>374 753 388 765</box>
entry-number: ၄၆။ <box>374 311 388 323</box>
entry-text: သဘင္ဆရာပညာဝံသ၊ ပြည်တော်အေးကျောင်းတိုက်၊ စိန်ကုန်း ရပ်ကွက်၊ စစ်ကိုင်းမြို့၊ စစ်ကိုင်းတိုင်းဒေသကြီး <box>406 409 726 435</box>
list-item <box>14 669 366 697</box>
entry-number: ၄။ <box>374 437 383 449</box>
entry-number: ၃၉။ <box>734 515 748 527</box>
entry-number: ၂၇။ <box>734 185 748 197</box>
list-item <box>374 684 726 698</box>
entry-text: သဘင္ဆရာပညာသရ၊ ရွှေကျင်ဘောင်စာသင်တိုက်၊ ဘုတာဘောင် ရပ်ကွက်၊ ဖြူးမြို့၊ ပဲခူးတိုင်းဒေသကြီး <box>46 147 366 173</box>
list-item <box>374 643 726 657</box>
list-item <box>734 185 1068 213</box>
list-item <box>734 212 1068 240</box>
entry-text: ဒေါက်တာဘဒ္ဒန္တမဟိန္ဒ၊ နိုင်ငံတော်ပရိယတ္တိ (ပြည်တွင်း / ပြည်ပသာသနာပြု၌ာန)၊ အမှတ်(၈) ရပ်ကွက်၊ မရမ်းကုန်း <box>46 752 366 778</box>
entry-text: သဘင္ဆရာမုနိန္ဒာဘိဝံသ၊ မုနိန္ဒာရာမ မြို့ဦးသာမဏေကျော် စာသင်တိုက်၊ အမှတ်(၂)ရပ်ကွက်၊ တံတားဦးမြို့၊ မန္တလေးတိုင်း ဒေသကြီး <box>46 463 366 489</box>
entry-number: ၄၇။ <box>734 722 748 733</box>
entry-number: ၂၄။ <box>734 103 748 115</box>
